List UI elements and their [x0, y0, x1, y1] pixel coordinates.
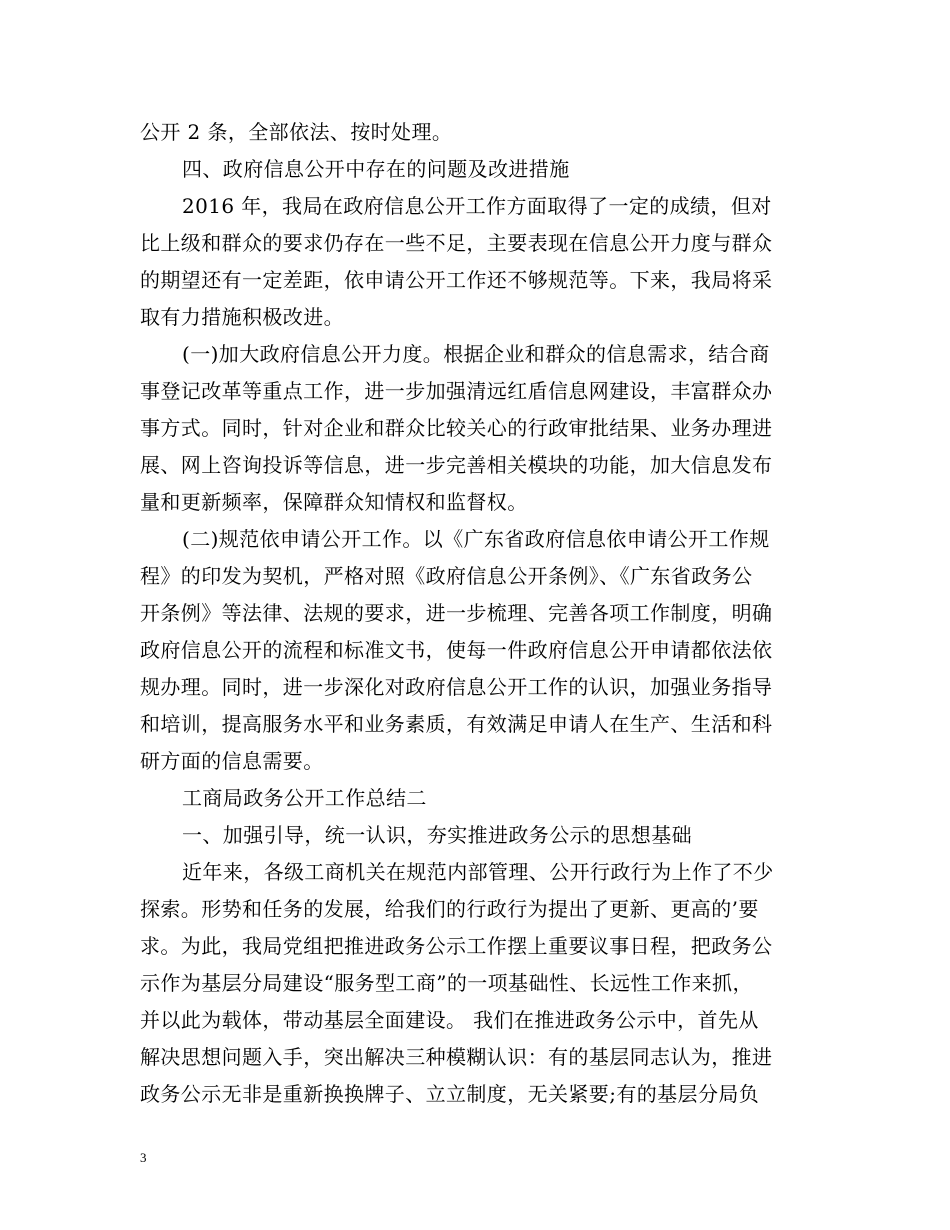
text-line: 2016 年，我局在政府信息公开工作方面取得了一定的成绩，但对 [182, 194, 772, 218]
text-line: (一)加大政府信息公开力度。根据企业和群众的信息需求，结合商 [182, 342, 770, 366]
text-line: 求。为此，我局党组把推进政务公示工作摆上重要议事日程，把政务公 [140, 934, 773, 958]
text-line: 政府信息公开的流程和标准文书，使每一件政府信息公开申请都依法依 [140, 638, 773, 662]
text-line: 解决思想问题入手，突出解决三种模糊认识：有的基层同志认为，推进 [140, 1045, 773, 1069]
text-line: 程》的印发为契机，严格对照《政府信息公开条例》、《广东省政务公 [140, 564, 753, 588]
text-line: 四、政府信息公开中存在的问题及改进措施 [182, 157, 570, 181]
text-line: 示作为基层分局建设“服务型工商”的一项基础性、长远性工作来抓， [140, 971, 753, 995]
text-line: 和培训，提高服务水平和业务素质，有效满足申请人在生产、生活和科 [140, 712, 773, 736]
text-line: 工商局政务公开工作总结二 [182, 786, 427, 810]
text-line: 探索。形势和任务的发展，给我们的行政行为提出了更新、更高的’要 [140, 897, 759, 921]
text-line: 并以此为载体，带动基层全面建设。 我们在推进政务公示中，首先从 [140, 1008, 759, 1032]
text-line: 公开 2 条，全部依法、按时处理。 [140, 120, 453, 144]
text-line: 取有力措施积极改进。 [140, 305, 344, 329]
text-line: 量和更新频率，保障群众知情权和监督权。 [140, 490, 528, 514]
text-line: 开条例》等法律、法规的要求，进一步梳理、完善各项工作制度，明确 [140, 601, 773, 625]
page-number: 3 [140, 1150, 147, 1165]
text-line: 近年来，各级工商机关在规范内部管理、公开行政行为上作了不少 [182, 860, 774, 884]
document-body [140, 114, 812, 1113]
text-line: 事方式。同时，针对企业和群众比较关心的行政审批结果、业务办理进 [140, 416, 773, 440]
text-line: (二)规范依申请公开工作。以《广东省政府信息依申请公开工作规 [182, 527, 770, 551]
text-line: 规办理。同时，进一步深化对政府信息公开工作的认识，加强业务指导 [140, 675, 773, 699]
text-line: 研方面的信息需要。 [140, 749, 324, 773]
text-line: 政务公示无非是重新换换牌子、立立制度，无关紧要;有的基层分局负 [140, 1082, 760, 1106]
text-line: 比上级和群众的要求仍存在一些不足，主要表现在信息公开力度与群众 [140, 231, 773, 255]
text-line: 事登记改革等重点工作，进一步加强清远红盾信息网建设，丰富群众办 [140, 379, 773, 403]
text-line: 的期望还有一定差距，依申请公开工作还不够规范等。下来，我局将采 [140, 268, 773, 292]
text-line: 一、加强引导，统一认识，夯实推进政务公示的思想基础 [182, 823, 692, 847]
text-line: 展、网上咨询投诉等信息，进一步完善相关模块的功能，加大信息发布 [140, 453, 773, 477]
